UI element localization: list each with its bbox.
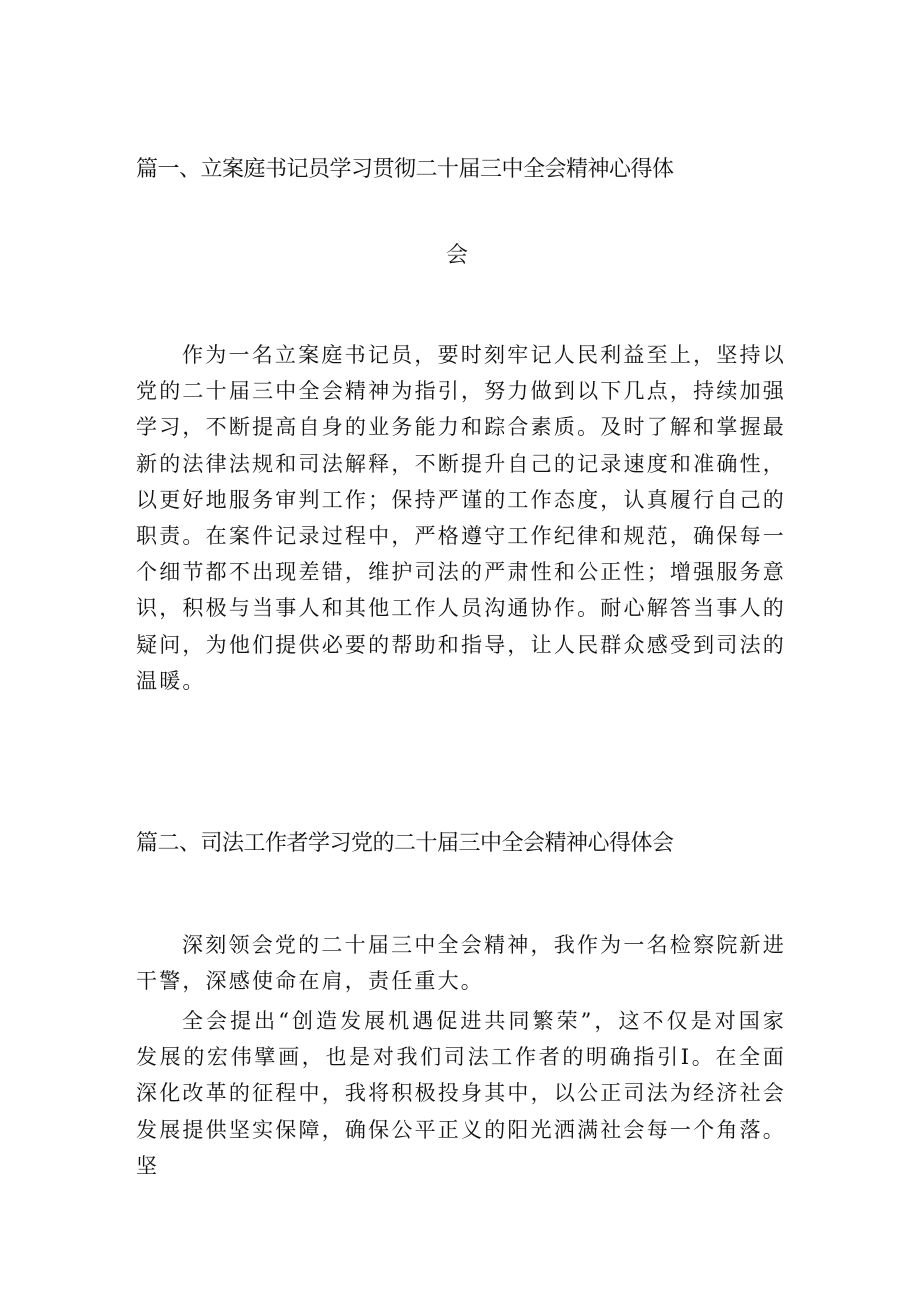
section1-title-continuation: 会 bbox=[446, 243, 468, 268]
section2-paragraph-2: 全会提出“创造发展机遇促进共同繁荣”，这不仅是对国家发展的宏伟擘画，也是对我们司法工作者的明确指引I。在全面深化改革的征程中，我将积极投身其中，以公正司法为经济社会发展提供坚实保障，确保公平正义的阳光洒满社会每一个角落。坚 bbox=[136, 1009, 786, 1178]
section2-title: 篇二、司法工作者学习党的二十届三中全会精神心得体会 bbox=[136, 831, 674, 856]
section1-title: 篇一、立案庭书记员学习贯彻二十届三中全会精神心得体 bbox=[136, 157, 674, 182]
section1-paragraph: 作为一名立案庭书记员，要时刻牢记人民利益至上，坚持以党的二十届三中全会精神为指引，努力做到以下几点，持续加强学习，不断提高自身的业务能力和踪合素质。及时了解和掌握最新的法律法规和司法解释，不断提升自己的记录速度和准确性，以更好地服务审判工作；保持严谨的工作态度，认真履行自己的职责。在案件记录过程中，严格遵守工作纪律和规范，确保每一个细节都不出现差错，维护司法的严肃性和公正性；增强服务意识，积极与当事人和其他工作人员沟通协作。耐心解答当事人的疑问，为他们提供必要的帮助和指导，让人民群众感受到司法的温暖。 bbox=[136, 343, 786, 693]
section2-paragraph-1: 深刻领会党的二十届三中全会精神，我作为一名检察院新进干警，深感使命在肩，责任重大。 bbox=[136, 933, 786, 994]
